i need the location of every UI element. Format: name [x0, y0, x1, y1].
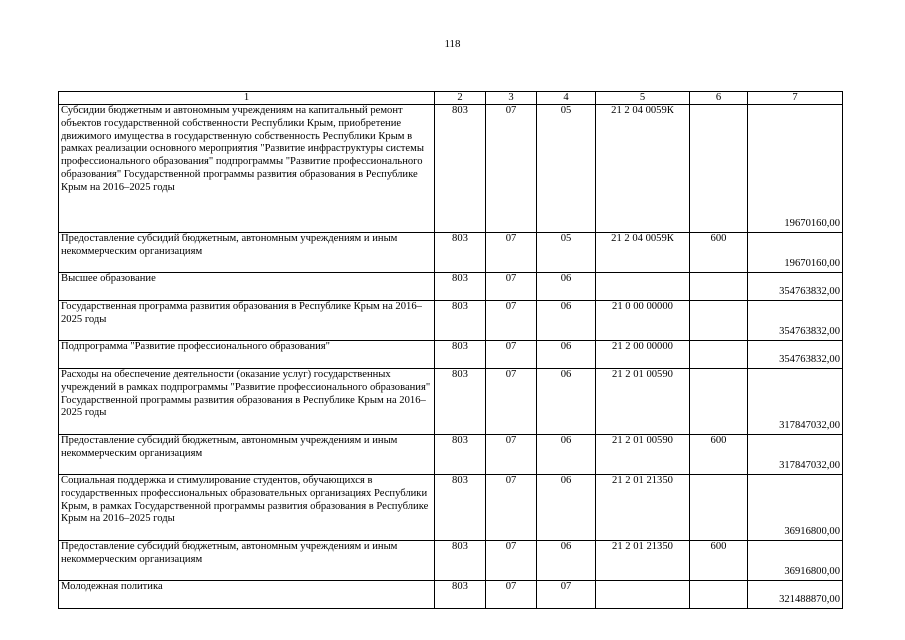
- section-code-cell: 07: [486, 341, 537, 369]
- subsection-code-cell: 05: [537, 105, 596, 233]
- row-name-cell: Предоставление субсидий бюджетным, автономным учреждениям и иным некоммерческим организациям: [59, 541, 435, 581]
- ministry-code-cell: 803: [435, 233, 486, 273]
- target-article-cell: 21 2 04 0059К: [596, 233, 690, 273]
- subsection-code-cell: 06: [537, 341, 596, 369]
- amount-cell: 321488870,00: [748, 581, 843, 609]
- expense-type-cell: [690, 341, 748, 369]
- table-row: [59, 435, 843, 475]
- target-article-cell: 21 2 01 21350: [596, 475, 690, 541]
- row-name-cell: Субсидии бюджетным и автономным учреждениям на капитальный ремонт объектов государственной собственности Республики Крым, приобретение движимого имущества в государственную собственность Республики Крым в рамках реализации основного мероприятия "Развитие инфраструктуры системы профессионального образования" подпрограммы "Развитие профессионального образования" Государственной программы развития образования в Республике Крым на 2016–2025 годы: [59, 105, 435, 233]
- row-name-cell: Высшее образование: [59, 273, 435, 301]
- column-header: 1: [59, 92, 435, 105]
- section-code-cell: 07: [486, 105, 537, 233]
- row-name-cell: Предоставление субсидий бюджетным, автономным учреждениям и иным некоммерческим организациям: [59, 233, 435, 273]
- ministry-code-cell: 803: [435, 581, 486, 609]
- table-row: [59, 541, 843, 581]
- row-name-cell: Молодежная политика: [59, 581, 435, 609]
- row-name-cell: Государственная программа развития образования в Республике Крым на 2016–2025 годы: [59, 301, 435, 341]
- target-article-cell: [596, 273, 690, 301]
- budget-table: [58, 91, 843, 609]
- expense-type-cell: 600: [690, 435, 748, 475]
- section-code-cell: 07: [486, 301, 537, 341]
- column-header: 5: [596, 92, 690, 105]
- target-article-cell: 21 2 01 00590: [596, 435, 690, 475]
- amount-cell: 317847032,00: [748, 369, 843, 435]
- table-row: [59, 475, 843, 541]
- subsection-code-cell: 06: [537, 301, 596, 341]
- ministry-code-cell: 803: [435, 435, 486, 475]
- subsection-code-cell: 06: [537, 435, 596, 475]
- subsection-code-cell: 06: [537, 475, 596, 541]
- target-article-cell: 21 2 00 00000: [596, 341, 690, 369]
- ministry-code-cell: 803: [435, 369, 486, 435]
- target-article-cell: [596, 581, 690, 609]
- section-code-cell: 07: [486, 581, 537, 609]
- target-article-cell: 21 2 01 21350: [596, 541, 690, 581]
- section-code-cell: 07: [486, 369, 537, 435]
- amount-cell: 354763832,00: [748, 273, 843, 301]
- row-name-cell: Предоставление субсидий бюджетным, автономным учреждениям и иным некоммерческим организациям: [59, 435, 435, 475]
- row-name-cell: Подпрограмма "Развитие профессионального образования": [59, 341, 435, 369]
- ministry-code-cell: 803: [435, 475, 486, 541]
- table-header-row: [59, 92, 843, 105]
- ministry-code-cell: 803: [435, 273, 486, 301]
- amount-cell: 36916800,00: [748, 475, 843, 541]
- ministry-code-cell: 803: [435, 105, 486, 233]
- expense-type-cell: [690, 369, 748, 435]
- table-row: [59, 105, 843, 233]
- section-code-cell: 07: [486, 435, 537, 475]
- row-name-cell: Расходы на обеспечение деятельности (оказание услуг) государственных учреждений в рамках подпрограммы "Развитие профессионального образования" Государственной программы развития образования в Республике Крым на 2016–2025 годы: [59, 369, 435, 435]
- column-header: 3: [486, 92, 537, 105]
- section-code-cell: 07: [486, 475, 537, 541]
- section-code-cell: 07: [486, 273, 537, 301]
- table-row: [59, 301, 843, 341]
- table-row: [59, 341, 843, 369]
- expense-type-cell: 600: [690, 541, 748, 581]
- expense-type-cell: [690, 581, 748, 609]
- subsection-code-cell: 05: [537, 233, 596, 273]
- section-code-cell: 07: [486, 233, 537, 273]
- table-row: [59, 369, 843, 435]
- subsection-code-cell: 07: [537, 581, 596, 609]
- target-article-cell: 21 2 04 0059К: [596, 105, 690, 233]
- amount-cell: 354763832,00: [748, 341, 843, 369]
- table-row: [59, 233, 843, 273]
- amount-cell: 19670160,00: [748, 105, 843, 233]
- subsection-code-cell: 06: [537, 273, 596, 301]
- subsection-code-cell: 06: [537, 369, 596, 435]
- column-header: 6: [690, 92, 748, 105]
- expense-type-cell: [690, 475, 748, 541]
- expense-type-cell: [690, 301, 748, 341]
- amount-cell: 317847032,00: [748, 435, 843, 475]
- ministry-code-cell: 803: [435, 541, 486, 581]
- page-number: 118: [444, 38, 461, 50]
- table-row: [59, 273, 843, 301]
- row-name-cell: Социальная поддержка и стимулирование студентов, обучающихся в государственных профессиональных образовательных организациях Республики Крым, в рамках Государственной программы развития образования в Республике Крым на 2016–2025 годы: [59, 475, 435, 541]
- target-article-cell: 21 2 01 00590: [596, 369, 690, 435]
- ministry-code-cell: 803: [435, 301, 486, 341]
- target-article-cell: 21 0 00 00000: [596, 301, 690, 341]
- expense-type-cell: 600: [690, 233, 748, 273]
- column-header: 2: [435, 92, 486, 105]
- subsection-code-cell: 06: [537, 541, 596, 581]
- column-header: 4: [537, 92, 596, 105]
- amount-cell: 36916800,00: [748, 541, 843, 581]
- table-row: [59, 581, 843, 609]
- amount-cell: 354763832,00: [748, 301, 843, 341]
- expense-type-cell: [690, 105, 748, 233]
- section-code-cell: 07: [486, 541, 537, 581]
- column-header: 7: [748, 92, 843, 105]
- expense-type-cell: [690, 273, 748, 301]
- amount-cell: 19670160,00: [748, 233, 843, 273]
- ministry-code-cell: 803: [435, 341, 486, 369]
